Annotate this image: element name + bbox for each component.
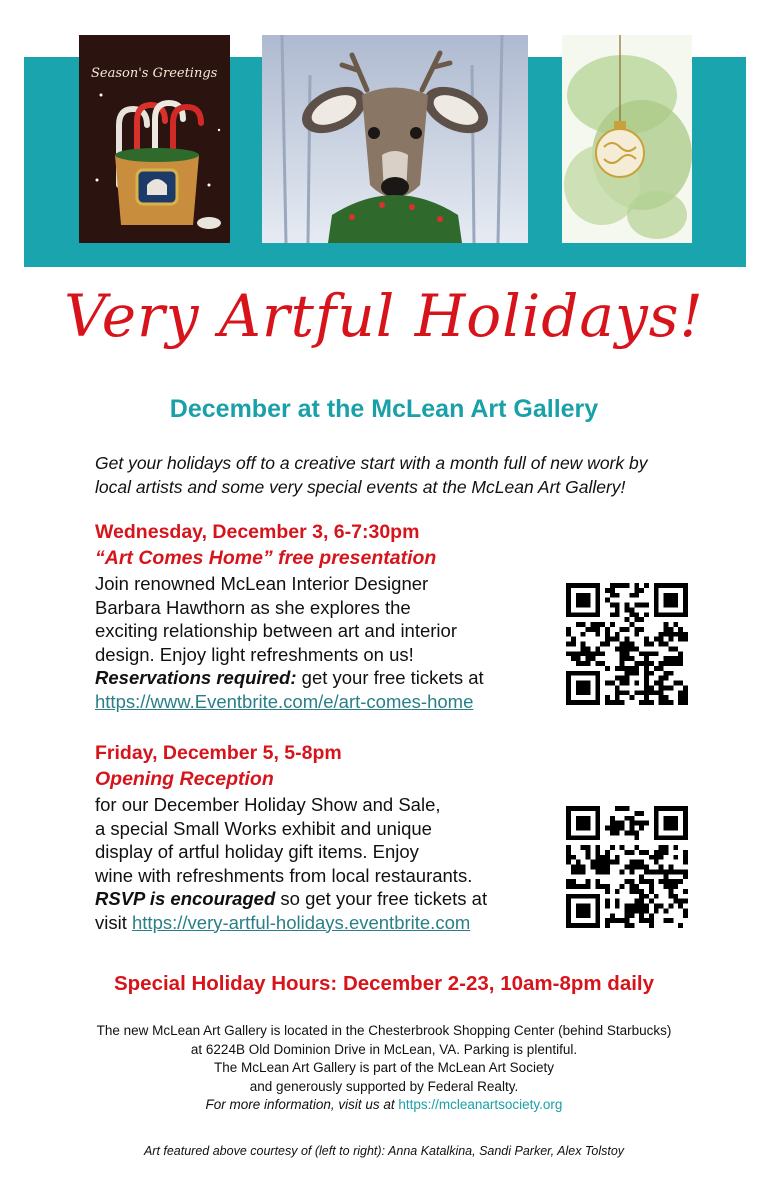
- intro-paragraph: [95, 451, 735, 499]
- event-link-line: [95, 911, 545, 935]
- event-line: Join renowned McLean Interior Designer: [95, 573, 429, 594]
- event-title: Opening Reception: [95, 768, 274, 790]
- event-line: display of artful holiday gift items. Enjoy: [95, 841, 419, 862]
- event-line: a special Small Works exhibit and unique: [95, 817, 432, 839]
- footer-line: The new McLean Art Gallery is located in the Chesterbrook Shopping Center (behind Starbucks): [96, 1023, 672, 1038]
- footer: [0, 1022, 768, 1115]
- event-link-line: [95, 690, 545, 714]
- intro-line: local artists and some very special events at the McLean Art Gallery!: [95, 477, 626, 497]
- subheadline: December at the McLean Art Gallery: [169, 395, 599, 423]
- event-cta-text: so get your free tickets at: [275, 888, 488, 909]
- event-cta: [95, 887, 545, 911]
- footer-line: The McLean Art Gallery is part of the McLean Art Society: [214, 1060, 554, 1075]
- deer-painting: [262, 35, 528, 243]
- footer-info: [0, 1096, 768, 1115]
- artwork-candy-canes: [79, 35, 230, 243]
- qr-code-icon: [566, 806, 688, 928]
- qr-code-icon: [566, 583, 688, 705]
- event-date: Friday, December 5, 5-8pm: [95, 742, 342, 764]
- event-line: design. Enjoy light refreshments on us!: [95, 643, 414, 665]
- ornament-painting: [562, 35, 692, 243]
- event-description: [95, 572, 545, 713]
- event-line: for our December Holiday Show and Sale,: [95, 794, 441, 815]
- holiday-hours: Special Holiday Hours: December 2-23, 10am-8pm daily: [113, 972, 655, 995]
- headline: Very Artful Holidays!: [64, 282, 704, 350]
- artwork-deer: [262, 35, 528, 243]
- event-opening-reception: [95, 741, 545, 934]
- footer-line: at 6224B Old Dominion Drive in McLean, VA. Parking is plentiful.: [190, 1041, 578, 1057]
- artwork-caption: Season's Greetings: [91, 66, 218, 81]
- mclean-art-society-link[interactable]: https://mcleanartsociety.org: [398, 1097, 563, 1112]
- event-line: exciting relationship between art and interior: [95, 620, 457, 641]
- event-line: wine with refreshments from local restaurants.: [95, 864, 473, 886]
- artwork-ornament: [562, 35, 692, 243]
- event-cta-bold: RSVP is encouraged: [95, 888, 276, 909]
- event-art-comes-home: [95, 520, 545, 713]
- event-description: [95, 793, 545, 934]
- art-credits: Art featured above courtesy of (left to right): Anna Katalkina, Sandi Parker, Alex Tolstoy: [143, 1144, 625, 1158]
- intro-line: Get your holidays off to a creative start with a month full of new work by: [95, 453, 648, 473]
- event-date: Wednesday, December 3, 6-7:30pm: [95, 521, 420, 543]
- eventbrite-link-art-comes-home[interactable]: https://www.Eventbrite.com/e/art-comes-home: [95, 690, 474, 712]
- event-cta-bold: Reservations required:: [95, 667, 297, 688]
- eventbrite-link-holidays[interactable]: https://very-artful-holidays.eventbrite.com: [132, 911, 471, 933]
- event-line: Barbara Hawthorn as she explores the: [95, 596, 411, 618]
- event-cta-text: get your free tickets at: [296, 667, 484, 688]
- footer-info-text: For more information, visit us at: [205, 1097, 399, 1112]
- candy-cane-painting: [79, 35, 230, 243]
- footer-line: and generously supported by Federal Realty.: [249, 1078, 519, 1094]
- event-link-prefix: visit: [95, 911, 132, 933]
- event-cta: [95, 666, 545, 690]
- event-title: “Art Comes Home” free presentation: [95, 547, 437, 569]
- qr-code-art-comes-home[interactable]: [566, 583, 688, 705]
- qr-code-opening-reception[interactable]: [566, 806, 688, 928]
